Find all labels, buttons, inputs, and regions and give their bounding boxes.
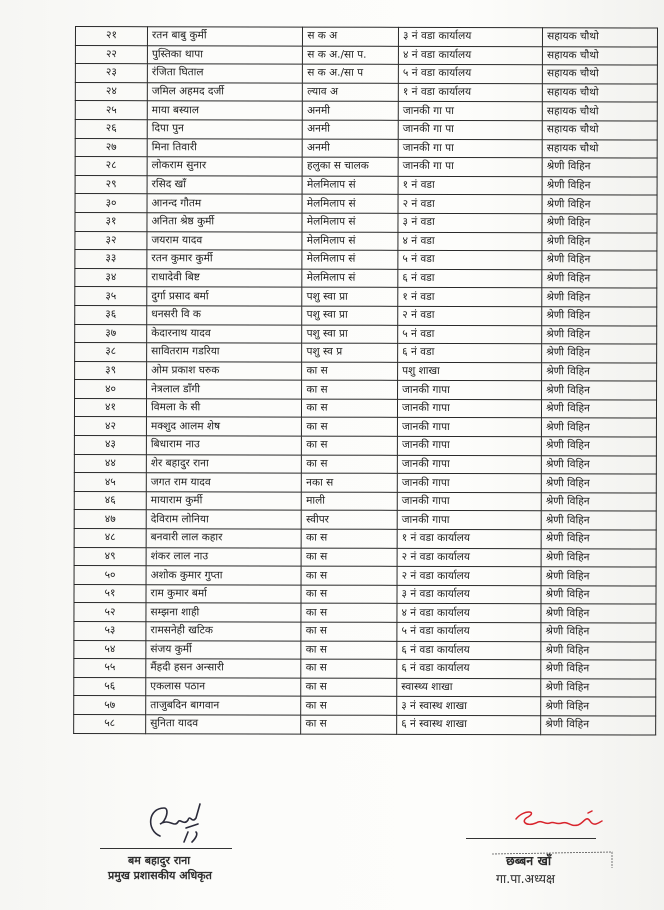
table-row xyxy=(75,268,657,288)
table-row xyxy=(74,510,656,530)
post-cell: का स xyxy=(302,418,398,437)
office-cell: ६ नं वडा कार्यालय xyxy=(397,641,541,660)
level-cell: श्रेणी विहिन xyxy=(541,567,656,586)
serial-number-cell: ४५ xyxy=(74,473,146,492)
table-row xyxy=(75,324,657,344)
serial-number-cell: ३४ xyxy=(75,268,147,287)
serial-number-cell: २५ xyxy=(75,101,147,120)
serial-number-cell: ५७ xyxy=(74,696,146,715)
table-row xyxy=(75,212,657,232)
table-row xyxy=(74,547,656,567)
serial-number-cell: ५१ xyxy=(74,584,146,603)
office-cell: ३ नं स्वास्थ शाखा xyxy=(397,697,541,716)
serial-number-cell: ४७ xyxy=(74,510,146,529)
serial-number-cell: ५५ xyxy=(74,659,146,678)
signatory-name-right: छब्बन खाँ xyxy=(506,853,552,868)
employee-name-cell: जमिल अहमद दर्जी xyxy=(147,82,302,101)
office-cell: स्वास्थ्य शाखा xyxy=(397,678,541,697)
serial-number-cell: २२ xyxy=(75,45,147,64)
level-cell: सहायक चौथो xyxy=(543,46,658,65)
table-row xyxy=(74,677,656,697)
level-cell: श्रेणी विहिन xyxy=(541,623,656,642)
post-cell: स क अ xyxy=(303,27,399,46)
post-cell: पशु स्वा प्रा xyxy=(302,325,398,344)
employee-name-cell: दुर्गा प्रसाद बर्मा xyxy=(147,287,302,306)
office-cell: १ नं वडा xyxy=(398,288,542,307)
serial-number-cell: ३९ xyxy=(75,361,147,380)
post-cell: का स xyxy=(301,696,397,715)
level-cell: श्रेणी विहिन xyxy=(541,455,656,474)
signature-right-icon xyxy=(510,805,610,835)
serial-number-cell: २६ xyxy=(75,119,147,138)
serial-number-cell: ४४ xyxy=(74,454,146,473)
level-cell: श्रेणी विहिन xyxy=(541,604,656,623)
serial-number-cell: ३१ xyxy=(75,212,147,231)
post-cell: पशु स्व प्र xyxy=(302,343,398,362)
employee-name-cell: नेत्रलाल डाँगी xyxy=(147,380,302,399)
office-cell: २ नं वडा xyxy=(398,306,542,325)
office-cell: जानकी गा पा xyxy=(398,102,542,121)
level-cell: श्रेणी विहिन xyxy=(542,288,657,307)
serial-number-cell: ३२ xyxy=(75,231,147,250)
post-cell: का स xyxy=(302,455,398,474)
post-cell: का स xyxy=(302,529,398,548)
serial-number-cell: ५८ xyxy=(74,714,146,733)
office-cell: जानकी गा पा xyxy=(398,158,542,177)
post-cell: का स xyxy=(301,604,397,623)
employee-name-cell: राधादेवी बिष्ट xyxy=(147,268,302,287)
post-cell: अनमी xyxy=(303,139,399,158)
employee-name-cell: बिधाराम नाउ xyxy=(146,436,301,455)
post-cell: पशु स्वा प्रा xyxy=(302,287,398,306)
office-cell: १ नं वडा xyxy=(398,176,542,195)
table-row xyxy=(74,529,656,549)
table-row xyxy=(75,231,657,251)
table-row xyxy=(74,398,656,418)
post-cell: का स xyxy=(301,622,397,641)
serial-number-cell: २७ xyxy=(75,138,147,157)
serial-number-cell: ४८ xyxy=(74,529,146,548)
office-cell: जानकी गापा xyxy=(397,492,541,511)
level-cell: श्रेणी विहिन xyxy=(541,530,656,549)
employee-name-cell: ओम प्रकाश घरुक xyxy=(147,361,302,380)
level-cell: श्रेणी विहिन xyxy=(542,362,657,381)
serial-number-cell: ३० xyxy=(75,194,147,213)
employee-name-cell: आनन्द गौतम xyxy=(147,194,302,213)
table-row xyxy=(74,436,656,456)
level-cell: श्रेणी विहिन xyxy=(542,381,657,400)
employee-name-cell: रामसनेही खटिक xyxy=(146,622,301,641)
level-cell: सहायक चौथो xyxy=(542,121,657,140)
table-row xyxy=(75,343,657,363)
level-cell: श्रेणी विहिन xyxy=(542,400,657,419)
employee-name-cell: लोकराम सुनार xyxy=(147,157,302,176)
level-cell: श्रेणी विहिन xyxy=(542,325,657,344)
office-cell: ५ नं वडा xyxy=(398,250,542,269)
table-row xyxy=(74,584,656,604)
table-row xyxy=(74,640,656,660)
office-cell: १ नं वडा कार्यालय xyxy=(397,529,541,548)
table-row xyxy=(75,101,657,121)
office-cell: जानकी गापा xyxy=(397,436,541,455)
post-cell: मेलमिलाप सं xyxy=(302,250,398,269)
level-cell: सहायक चौथो xyxy=(542,84,657,103)
level-cell: श्रेणी विहिन xyxy=(541,716,656,735)
office-cell: १ नं वडा कार्यालय xyxy=(398,83,542,102)
serial-number-cell: ३३ xyxy=(75,250,147,269)
employee-name-cell: मिना तिवारी xyxy=(147,138,302,157)
level-cell: श्रेणी विहिन xyxy=(542,232,657,251)
post-cell: हलुका स चालक xyxy=(302,157,398,176)
serial-number-cell: ४२ xyxy=(74,417,146,436)
office-cell: पशु शाखा xyxy=(398,362,542,381)
employee-name-cell: जगत राम यादव xyxy=(146,473,301,492)
employee-name-cell: मक्शुद आलम शेष xyxy=(146,417,301,436)
employee-name-cell: मैंहदी हसन अन्सारी xyxy=(146,659,301,678)
post-cell: का स xyxy=(301,585,397,604)
table-row xyxy=(75,361,657,381)
office-cell: जानकी गा पा xyxy=(398,139,542,158)
employee-name-cell: एकलास पठान xyxy=(146,677,301,696)
office-cell: ४ नं वडा xyxy=(398,232,542,251)
office-cell: २ नं वडा कार्यालय xyxy=(397,567,541,586)
serial-number-cell: २८ xyxy=(75,157,147,176)
post-cell: का स xyxy=(302,362,398,381)
employee-name-cell: रसिद खाँ xyxy=(147,175,302,194)
office-cell: ५ नं वडा xyxy=(398,325,542,344)
table-row xyxy=(74,491,656,511)
post-cell: का स xyxy=(302,380,398,399)
serial-number-cell: ३६ xyxy=(75,305,147,324)
office-cell: जानकी गापा xyxy=(397,474,541,493)
table-row xyxy=(74,566,656,586)
serial-number-cell: ४० xyxy=(75,380,147,399)
level-cell: श्रेणी विहिन xyxy=(542,269,657,288)
table-row xyxy=(74,603,656,623)
post-cell: का स xyxy=(301,659,397,678)
table-row xyxy=(74,417,656,437)
serial-number-cell: २३ xyxy=(75,64,147,83)
table-row xyxy=(75,64,657,84)
table-row xyxy=(75,82,657,102)
table-row xyxy=(75,27,657,47)
employee-name-cell: रंजिता घिताल xyxy=(147,64,302,83)
level-cell: श्रेणी विहिन xyxy=(541,679,656,698)
employee-name-cell: ताजुबदिन बागवान xyxy=(146,696,301,715)
serial-number-cell: ४९ xyxy=(74,547,146,566)
office-cell: ६ नं स्वास्थ शाखा xyxy=(397,715,541,734)
office-cell: ६ नं वडा xyxy=(398,269,542,288)
table-row xyxy=(74,714,656,734)
employee-name-cell: जयराम यादव xyxy=(147,231,302,250)
serial-number-cell: ५३ xyxy=(74,621,146,640)
employee-name-cell: रतन कुमार कुर्मी xyxy=(147,250,302,269)
employee-name-cell: दिपा पुन xyxy=(147,120,302,139)
employee-name-cell: विमला के सी xyxy=(147,399,302,418)
office-cell: ४ नं वडा कार्यालय xyxy=(398,46,542,65)
serial-number-cell: ४३ xyxy=(74,436,146,455)
post-cell: का स xyxy=(302,399,398,418)
table-row xyxy=(75,138,657,158)
level-cell: श्रेणी विहिन xyxy=(542,344,657,363)
employee-name-cell: सावितराम गडरिया xyxy=(147,343,302,362)
post-cell: का स xyxy=(301,678,397,697)
employee-name-cell: सुनिता यादव xyxy=(146,715,301,734)
signatory-name-left: बम बहादुर राना xyxy=(128,854,191,867)
post-cell: का स xyxy=(301,641,397,660)
employee-name-cell: देविराम लोनिया xyxy=(146,510,301,529)
serial-number-cell: ४१ xyxy=(74,398,146,417)
table-row xyxy=(75,45,657,65)
serial-number-cell: ५६ xyxy=(74,677,146,696)
office-cell: ४ नं वडा कार्यालय xyxy=(397,604,541,623)
post-cell: ल्याव अ xyxy=(303,83,399,102)
serial-number-cell: ३८ xyxy=(75,343,147,362)
office-cell: ५ नं वडा कार्यालय xyxy=(398,65,542,84)
employee-name-cell: धनसरी वि क xyxy=(147,306,302,325)
staff-table-body xyxy=(74,27,658,735)
level-cell: सहायक चौथो xyxy=(542,65,657,84)
serial-number-cell: ५२ xyxy=(74,603,146,622)
office-cell: २ नं वडा कार्यालय xyxy=(397,548,541,567)
table-row xyxy=(74,696,656,716)
post-cell: मेलमिलाप सं xyxy=(302,176,398,195)
table-row xyxy=(75,194,657,214)
serial-number-cell: २९ xyxy=(75,175,147,194)
office-cell: जानकी गापा xyxy=(397,455,541,474)
level-cell: सहायक चौथो xyxy=(542,102,657,121)
staff-table xyxy=(73,26,658,735)
employee-name-cell: संजय कुर्मी xyxy=(146,640,301,659)
post-cell: स्वीपर xyxy=(302,511,398,530)
level-cell: श्रेणी विहिन xyxy=(541,548,656,567)
office-cell: जानकी गापा xyxy=(397,511,541,530)
level-cell: श्रेणी विहिन xyxy=(542,158,657,177)
post-cell: मेलमिलाप सं xyxy=(302,269,398,288)
office-cell: जानकी गापा xyxy=(398,399,542,418)
employee-name-cell: रतन बाबु कुर्मी xyxy=(147,27,302,46)
level-cell: श्रेणी विहिन xyxy=(542,418,657,437)
table-row xyxy=(74,454,656,474)
table-row xyxy=(74,621,656,641)
signatory-title-left: प्रमुख प्रशासकीय अधिकृत xyxy=(108,869,212,882)
serial-number-cell: ४६ xyxy=(74,491,146,510)
employee-name-cell: अशोक कुमार गुप्ता xyxy=(146,566,301,585)
employee-name-cell: माया बस्याल xyxy=(147,101,302,120)
level-cell: श्रेणी विहिन xyxy=(541,474,656,493)
level-cell: सहायक चौथो xyxy=(542,139,657,158)
employee-name-cell: सम्झना शाही xyxy=(146,603,301,622)
level-cell: श्रेणी विहिन xyxy=(541,660,656,679)
office-cell: ६ नं वडा कार्यालय xyxy=(397,660,541,679)
post-cell: का स xyxy=(301,548,397,567)
post-cell: स क अ./सा प. xyxy=(303,46,399,65)
signature-line-left xyxy=(100,848,232,849)
employee-name-cell: बनवारी लाल कहार xyxy=(146,529,301,548)
table-row xyxy=(75,175,657,195)
employee-name-cell: राम कुमार बर्मा xyxy=(146,585,301,604)
level-cell: श्रेणी विहिन xyxy=(541,697,656,716)
serial-number-cell: ३५ xyxy=(75,287,147,306)
office-cell: ३ नं वडा कार्यालय xyxy=(397,585,541,604)
post-cell: अनमी xyxy=(303,101,399,120)
post-cell: माली xyxy=(302,492,398,511)
level-cell: श्रेणी विहिन xyxy=(542,437,657,456)
office-cell: ५ नं वडा कार्यालय xyxy=(397,622,541,641)
serial-number-cell: ५० xyxy=(74,566,146,585)
table-row xyxy=(75,287,657,307)
table-row xyxy=(75,119,657,139)
signature-line-right xyxy=(466,838,596,839)
employee-name-cell: शेर बहादुर राना xyxy=(146,454,301,473)
office-cell: जानकी गापा xyxy=(398,381,542,400)
level-cell: श्रेणी विहिन xyxy=(542,251,657,270)
post-cell: पशु स्वा प्रा xyxy=(302,306,398,325)
serial-number-cell: २१ xyxy=(75,27,147,46)
post-cell: अनमी xyxy=(303,120,399,139)
employee-name-cell: अनिता श्रेष्ठ कुर्मी xyxy=(147,213,302,232)
employee-name-cell: मायाराम कुर्मी xyxy=(146,492,301,511)
serial-number-cell: २४ xyxy=(75,82,147,101)
office-cell: ३ नं वडा xyxy=(398,213,542,232)
post-cell: नका स xyxy=(302,473,398,492)
post-cell: मेलमिलाप सं xyxy=(302,194,398,213)
employee-name-cell: शंकर लाल नाउ xyxy=(146,547,301,566)
table-row xyxy=(75,380,657,400)
post-cell: मेलमिलाप सं xyxy=(302,213,398,232)
post-cell: स क अ./सा प xyxy=(303,64,399,83)
table-row xyxy=(75,157,657,177)
office-cell: जानकी गापा xyxy=(397,418,541,437)
serial-number-cell: ३७ xyxy=(75,324,147,343)
level-cell: सहायक चौथो xyxy=(543,28,658,47)
office-cell: ३ नं वडा कार्यालय xyxy=(398,27,542,46)
post-cell: का स xyxy=(301,715,397,734)
table-row xyxy=(75,250,657,270)
employee-name-cell: पुस्तिका थापा xyxy=(147,45,302,64)
level-cell: श्रेणी विहिन xyxy=(542,307,657,326)
table-row xyxy=(75,305,657,325)
post-cell: मेलमिलाप सं xyxy=(302,232,398,251)
level-cell: श्रेणी विहिन xyxy=(542,214,657,233)
level-cell: श्रेणी विहिन xyxy=(541,586,656,605)
office-cell: जानकी गा पा xyxy=(398,120,542,139)
office-cell: ६ नं वडा xyxy=(398,343,542,362)
level-cell: श्रेणी विहिन xyxy=(542,176,657,195)
level-cell: श्रेणी विहिन xyxy=(541,493,656,512)
level-cell: श्रेणी विहिन xyxy=(542,195,657,214)
level-cell: श्रेणी विहिन xyxy=(541,641,656,660)
signatory-right xyxy=(460,795,660,895)
signatory-title-right: गा.पा.अध्यक्ष xyxy=(496,871,556,886)
employee-name-cell: केदारनाथ यादव xyxy=(147,324,302,343)
office-cell: २ नं वडा xyxy=(398,195,542,214)
level-cell: श्रेणी विहिन xyxy=(541,511,656,530)
post-cell: का स xyxy=(302,436,398,455)
table-row xyxy=(74,473,656,493)
post-cell: का स xyxy=(301,566,397,585)
table-row xyxy=(74,659,656,679)
signature-left-icon xyxy=(140,798,210,846)
serial-number-cell: ५४ xyxy=(74,640,146,659)
